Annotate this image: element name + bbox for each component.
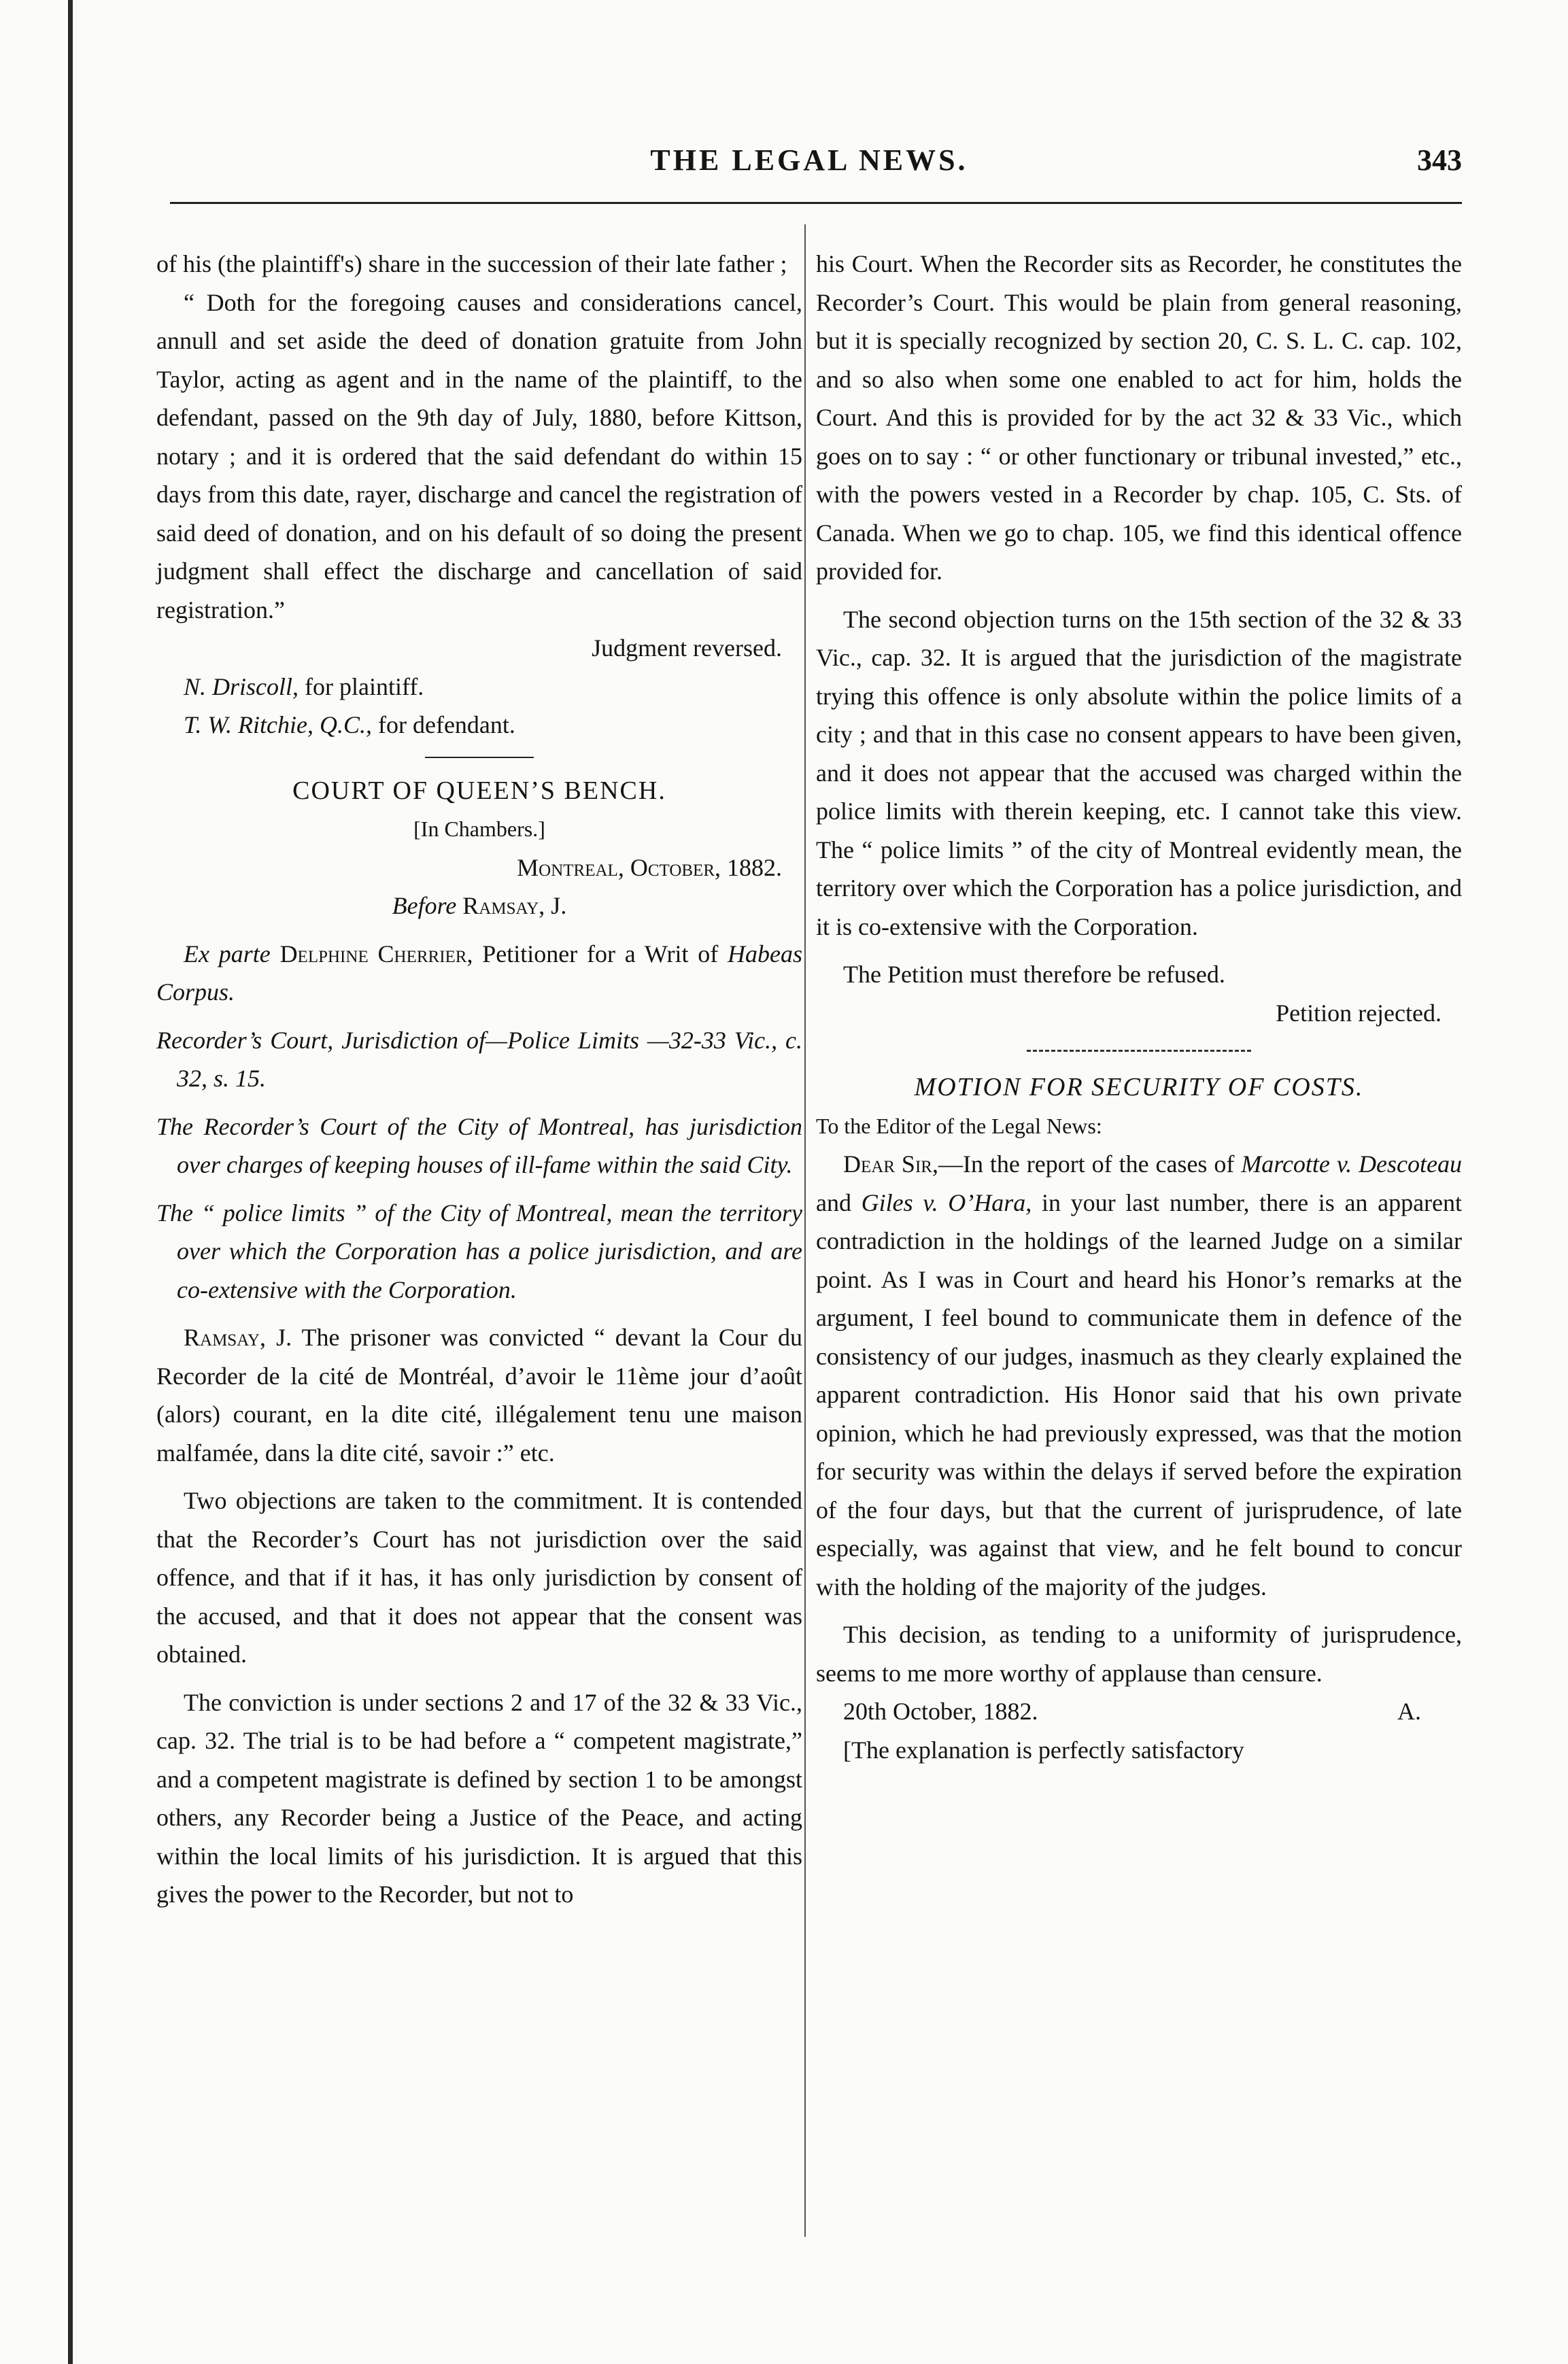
judgment-result: Judgment reversed.	[592, 634, 782, 662]
opinion-paragraph	[156, 1318, 802, 1472]
case-prefix: Ex parte	[184, 940, 271, 967]
header-rule	[170, 202, 1462, 204]
opinion-judge: Ramsay, J.	[184, 1324, 292, 1351]
opinion-text: The prisoner was convicted “ devant la Cour du Recorder de la cité de Montréal, d’avoir le 11ème jour d’août (alors) courant, en la dite cité, illégalement tenu une maison malfamée, dans la dite cité, savoir :” etc.	[156, 1324, 802, 1467]
case-party: Delphine Cherrier,	[279, 940, 473, 967]
case-suffix: Petitioner for a Writ of	[482, 940, 719, 967]
letter-text: in your last number, there is an apparent contradiction in the holdings of the learned Judge on a similar point. As I was in Court and heard his Honor’s remarks at the argument, I feel bound to communicate them in defence of the consistency of our judges, inasmuch as they clearly explained the apparent contradiction. His Honor said that his own private opinion, which he had previously expressed, was that the motion for security was within the delays if served before the expiration of the four days, but that the current of jurisprudence, of late especially, was against that view, and he felt bound to concur with the holding of the majority of the judges.	[816, 1188, 1463, 1600]
motion-heading: MOTION FOR SECURITY OF COSTS.	[914, 1073, 1364, 1101]
counsel-line	[156, 706, 802, 744]
subject-line: Recorder’s Court, Jurisdiction of—Police Limits —32-33 Vic., c. 32, s. 15.	[156, 1026, 802, 1092]
letter-text: and	[816, 1188, 851, 1216]
before-judge	[156, 887, 802, 925]
running-title: THE LEGAL NEWS.	[650, 143, 968, 177]
paragraph: “ Doth for the foregoing causes and considerations cancel, annull and set aside the deed of donation gratuite from John Taylor, acting as agent and in the name of the plaintiff, to the defendant, passed on the 9th day of July, 1880, before Kittson, notary ; and it is ordered that the said defendant do within 15 days from this date, rayer, discharge and cancel the registration of said deed of donation, and on his default of so doing the present judgment shall effect the discharge and cancellation of said registration.”	[156, 288, 802, 623]
headnote: The Recorder’s Court of the City of Montreal, has jurisdiction over charges of keeping houses of ill-fame within the said City.	[156, 1112, 802, 1178]
court-heading: COURT OF QUEEN’S BENCH.	[292, 776, 666, 805]
page-binding-edge	[68, 0, 73, 2364]
to-editor: To the Editor of the Legal News:	[816, 1113, 1102, 1138]
opinion-paragraph: The conviction is under sections 2 and 17 of the 32 & 33 Vic., cap. 32. The trial is to be had before a “ competent magistrate,” and a competent magistrate is defined by section 1 to be amongst others, any Recorder being a Justice of the Peace, and acting within the local limits of his jurisdiction. It is argued that this gives the power to the Recorder, but not to	[156, 1688, 802, 1908]
before-label: Before	[392, 892, 457, 919]
page-header	[156, 143, 1462, 190]
counsel-name: N. Driscoll,	[184, 672, 299, 700]
case-name: Marcotte v. Descoteau	[1241, 1150, 1463, 1178]
letter-signature: A.	[1397, 1698, 1421, 1725]
section-divider	[1027, 1050, 1251, 1052]
place-date: Montreal, October, 1882.	[517, 853, 782, 881]
case-writ: Habeas Corpus.	[156, 940, 803, 1006]
page-number: 343	[1417, 143, 1462, 177]
paragraph: The Petition must therefore be refused.	[843, 961, 1225, 988]
letter-date: 20th October, 1882.	[843, 1698, 1038, 1725]
left-column	[156, 245, 802, 1914]
counsel-role: for defendant.	[378, 711, 515, 738]
paragraph: of his (the plaintiff's) share in the succession of their late father ;	[156, 250, 787, 277]
case-title	[156, 935, 802, 1012]
judge-name: Ramsay, J.	[462, 892, 567, 919]
petition-result: Petition rejected.	[1276, 999, 1442, 1027]
right-column	[816, 245, 1462, 1769]
chambers-note: [In Chambers.]	[413, 817, 545, 841]
salutation: Dear Sir,	[843, 1150, 938, 1178]
letter-paragraph: This decision, as tending to a uniformity of jurisprudence, seems to me more worthy of applause than censure.	[816, 1621, 1462, 1687]
column-divider	[804, 224, 806, 2237]
counsel-name: T. W. Ritchie, Q.C.,	[184, 711, 372, 738]
headnote: The “ police limits ” of the City of Montreal, mean the territory over which the Corporation has a police jurisdiction, and are co-extensive with the Corporation.	[156, 1199, 802, 1303]
letter-paragraph	[816, 1145, 1462, 1606]
letter-text: —In the report of the cases of	[938, 1150, 1235, 1178]
letter-signoff	[816, 1692, 1462, 1731]
case-name: Giles v. O’Hara,	[861, 1188, 1032, 1216]
counsel-role: for plaintiff.	[305, 672, 424, 700]
opinion-paragraph: Two objections are taken to the commitment. It is contended that the Recorder’s Court has not jurisdiction over the said offence, and that if it has, it has only jurisdiction by consent of the accused, and that it does not appear that the consent was obtained.	[156, 1487, 802, 1668]
editor-note: [The explanation is perfectly satisfactory	[843, 1736, 1244, 1764]
section-divider	[425, 757, 534, 758]
counsel-line	[156, 668, 802, 706]
paragraph: The second objection turns on the 15th section of the 32 & 33 Vic., cap. 32. It is argued that the jurisdiction of the magistrate trying this offence is only absolute within the police limits of a city ; and that in this case no consent appears to have been given, and it does not appear that the accused was charged within the police limits with therein keeping, etc. I cannot take this view. The “ police limits ” of the city of Montreal evidently mean, the territory over which the Corporation has a police jurisdiction, and it is co-extensive with the Corporation.	[816, 605, 1462, 940]
paragraph: his Court. When the Recorder sits as Recorder, he constitutes the Recorder’s Court. This would be plain from general reasoning, but it is specially recognized by section 20, C. S. L. C. cap. 102, and so also when some one enabled to act for him, holds the Court. And this is provided for by the act 32 & 33 Vic., which goes on to say : “ or other functionary or tribunal invested,” etc., with the powers vested in a Recorder by chap. 105, C. Sts. of Canada. When we go to chap. 105, we find this identical offence provided for.	[816, 250, 1462, 585]
